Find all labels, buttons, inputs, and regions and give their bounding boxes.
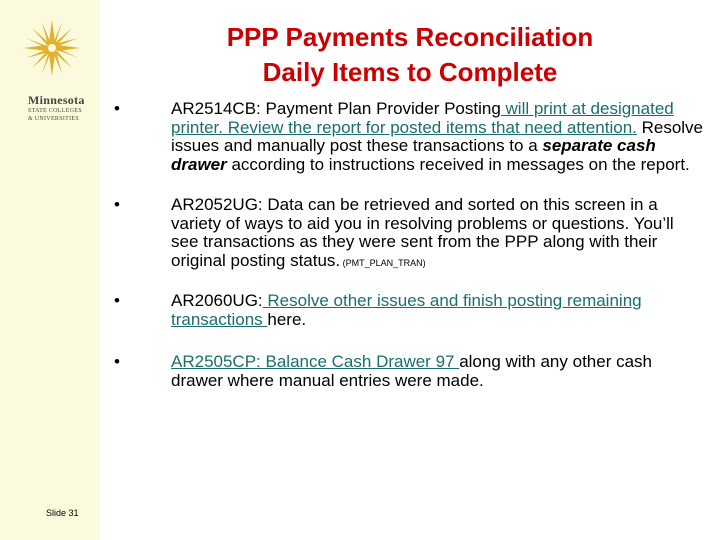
sidebar	[0, 0, 100, 540]
emphasis-text: separate cash drawer	[171, 136, 656, 174]
logo-sub-line-1: STATE COLLEGES	[28, 108, 82, 114]
title-line-1: PPP Payments Reconciliation	[226, 22, 594, 52]
bullet-item-ar2060ug	[114, 292, 704, 329]
bullet-icon: •	[114, 352, 120, 371]
bullet-icon: •	[114, 195, 120, 214]
bullet-list	[114, 100, 704, 390]
bullet-code: AR2514CB:	[171, 99, 261, 118]
balance-cash-drawer-link[interactable]: AR2505CP: Balance Cash Drawer 97	[171, 352, 460, 371]
slide-title	[100, 20, 720, 90]
bullet-text: according to instructions received in messages on the report.	[226, 154, 690, 174]
resolve-issues-link[interactable]: Resolve other issues and finish posting remaining transactions	[171, 291, 642, 329]
logo-wordmark	[28, 94, 98, 123]
title-line-2: Daily Items to Complete	[262, 57, 558, 87]
logo-name: Minnesota	[28, 93, 85, 107]
report-link[interactable]: will print at designated printer. Review the report for posted items that need attention.	[171, 99, 674, 137]
bullet-icon: •	[114, 99, 120, 118]
bullet-text: here.	[267, 309, 307, 329]
bullet-text: along with any other cash drawer where manual entries were made.	[171, 352, 652, 390]
bullet-code: AR2060UG:	[171, 291, 263, 310]
table-name-note: (PMT_PLAN_TRAN)	[340, 257, 426, 268]
bullet-text: Payment Plan Provider Posting	[260, 99, 501, 118]
bullet-item-ar2514cb	[114, 100, 704, 174]
slide-content	[100, 0, 720, 540]
bullet-text: Resolve issues and manually post these transactions to a	[171, 117, 704, 155]
bullet-text: Data can be retrieved and sorted on this screen in a variety of ways to aid you in resolving problems or questions. You’ll see transactions as they were sent from the PPP along with their original posting status.	[171, 195, 674, 270]
bullet-code: AR2052UG:	[171, 195, 263, 214]
bullet-icon: •	[114, 291, 120, 310]
slide-number: Slide 31	[46, 508, 79, 518]
bullet-item-ar2052ug	[114, 196, 704, 272]
logo-sub-line-2: & UNIVERSITIES	[28, 116, 80, 122]
bullet-item-ar2505cp	[114, 353, 704, 390]
star-logo-icon	[22, 18, 82, 78]
